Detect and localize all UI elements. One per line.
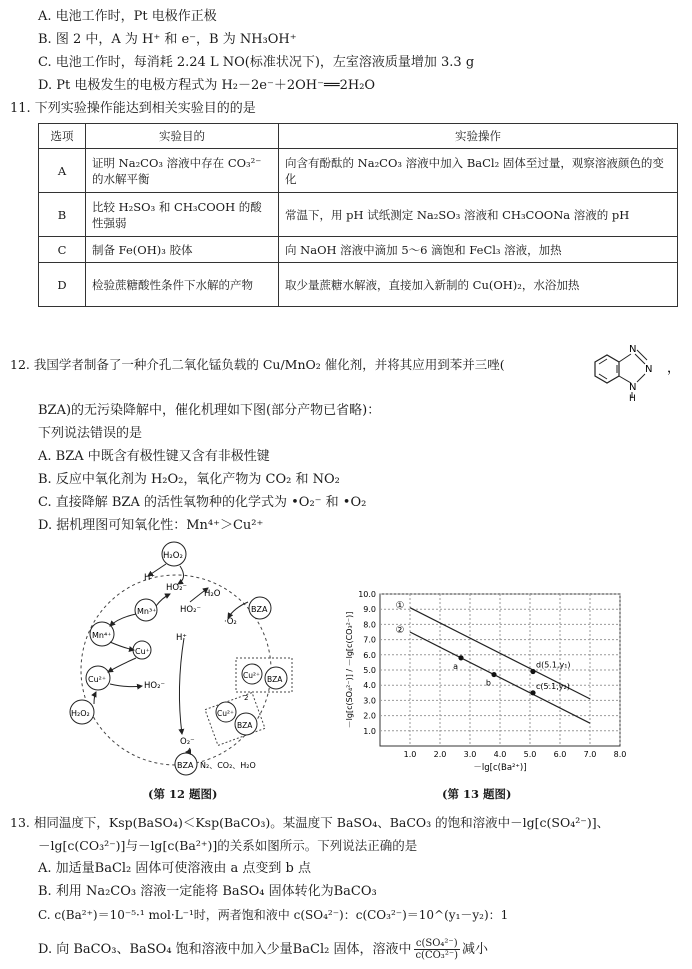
x-tick-label: 6.0 xyxy=(553,750,567,759)
series-label: ① xyxy=(395,600,405,612)
q13-option-d-post: 减小 xyxy=(462,941,489,957)
header-option: 选项 xyxy=(39,124,86,149)
row-operation: 常温下，用 pH 试纸测定 Na₂SO₃ 溶液和 CH₃COONa 溶液的 pH xyxy=(279,193,678,237)
mech-hplus-2: H⁺ xyxy=(176,633,187,643)
q12-option-d: D. 据机理图可知氧化性：Mn⁴⁺＞Cu²⁺ xyxy=(38,518,264,533)
mech-products: N₂、CO₂、H₂O xyxy=(200,761,256,770)
mech-bza-box1: BZA xyxy=(267,675,283,684)
y-tick-label: 7.0 xyxy=(363,635,376,645)
struct-n2: N xyxy=(645,364,653,375)
mech-ho2-3: HO₂⁻ xyxy=(144,681,165,691)
q10-option-a: A. 电池工作时，Pt 电极作正极 xyxy=(38,9,217,24)
y-tick-label: 6.0 xyxy=(363,650,376,660)
point-label: d(5.1,y₁) xyxy=(536,660,571,670)
mechanism-diagram xyxy=(58,538,320,784)
series-line xyxy=(410,632,590,723)
row-goal: 检验蔗糖酸性条件下水解的产物 xyxy=(86,263,279,307)
q13-option-c: C. c(Ba²⁺)＝10⁻⁵·¹ mol·L⁻¹时，两者饱和液中 c(SO₄²⁻)：c(CO₃²⁻)＝10^(y₁－y₂)：1 xyxy=(38,908,509,922)
mech-cu2-box1: Cu²⁺ xyxy=(243,671,260,680)
header-goal: 实验目的 xyxy=(86,124,279,149)
row-option: B xyxy=(39,193,86,237)
y-tick-label: 5.0 xyxy=(363,666,376,675)
q13-stem-line2: －lg[c(CO₃²⁻)]与－lg[c(Ba²⁺)]的关系如图所示。下列说法正确的是 xyxy=(38,838,418,853)
y-tick-label: 1.0 xyxy=(363,726,376,736)
fraction-numerator: c(SO₄²⁻) xyxy=(415,938,458,949)
mech-h2o: H₂O xyxy=(204,589,221,599)
row-goal: 制备 Fe(OH)₃ 胶体 xyxy=(86,237,279,263)
data-point xyxy=(530,690,535,695)
mech-mn4: Mn⁴⁺ xyxy=(92,631,112,640)
mech-o2-radical: ·O₂ xyxy=(224,617,237,627)
mech-h2o2-left: H₂O₂ xyxy=(71,709,90,718)
q13-option-d xyxy=(38,938,488,961)
mech-o2-minus: O₂⁻ xyxy=(180,737,195,747)
bza-structure xyxy=(583,330,683,402)
mech-ho2-2: HO₂⁻ xyxy=(180,605,201,615)
data-point xyxy=(491,672,496,677)
mech-cu2-box2: Cu²⁺ xyxy=(217,709,234,718)
struct-trailing-comma: ， xyxy=(667,361,681,376)
row-goal: 比较 H₂SO₃ 和 CH₃COOH 的酸性强弱 xyxy=(86,193,279,237)
q13-option-a: A. 加适量BaCl₂ 固体可使溶液由 a 点变到 b 点 xyxy=(38,861,312,876)
row-option: A xyxy=(39,149,86,193)
fig12-caption: (第 12 题图) xyxy=(148,787,218,801)
q12-stem-line1: 12. 我国学者制备了一种介孔二氧化锰负载的 Cu/MnO₂ 催化剂，并将其应用到苯并三唑( xyxy=(10,357,505,372)
point-label: a xyxy=(453,661,458,671)
mech-cu2-left: Cu²⁺ xyxy=(88,675,107,684)
mech-hplus-1: H⁺ xyxy=(144,573,155,583)
mech-bza-box2: BZA xyxy=(237,721,253,730)
y-tick-label: 4.0 xyxy=(363,681,376,691)
chart-points xyxy=(453,655,570,695)
y-tick-label: 3.0 xyxy=(363,696,376,706)
q13-option-d-fraction xyxy=(413,938,460,961)
table-row xyxy=(39,263,678,307)
fraction-denominator: c(CO₃²⁻) xyxy=(415,950,459,961)
y-tick-label: 8.0 xyxy=(363,620,376,630)
chart-xlabel: －lg[c(Ba²⁺)] xyxy=(473,763,527,773)
x-tick-label: 2.0 xyxy=(433,750,447,759)
row-option: D xyxy=(39,263,86,307)
chart-grid xyxy=(380,594,620,746)
q11-stem: 11. 下列实验操作能达到相关实验目的的是 xyxy=(10,101,256,116)
mech-two: 2 xyxy=(244,694,249,702)
row-option: C xyxy=(39,237,86,263)
struct-n3: N xyxy=(629,382,637,393)
mech-bza-right: BZA xyxy=(251,605,268,614)
mech-ho2-1: HO₂⁻ xyxy=(166,583,187,593)
q11-table xyxy=(38,123,678,307)
row-operation: 取少量蔗糖水解液，直接加入新制的 Cu(OH)₂，水浴加热 xyxy=(279,263,678,307)
q10-option-b: B. 图 2 中，A 为 H⁺ 和 e⁻，B 为 NH₃OH⁺ xyxy=(38,32,297,47)
struct-h: H xyxy=(629,394,636,402)
chart-ylabel: －lg[c(SO₄²⁻)] / －lg[c(CO₃²⁻)] xyxy=(345,611,354,729)
data-point xyxy=(458,655,463,660)
mech-cu-plus: Cu⁺ xyxy=(135,647,150,656)
x-tick-label: 1.0 xyxy=(403,750,417,759)
point-label: b xyxy=(485,678,491,688)
mech-bza-bottom: BZA xyxy=(177,761,194,770)
table-row xyxy=(39,149,678,193)
series-label: ② xyxy=(395,625,405,636)
y-tick-label: 10.0 xyxy=(358,590,376,599)
x-tick-label: 5.0 xyxy=(523,750,537,759)
y-tick-label: 2.0 xyxy=(363,711,376,721)
x-tick-label: 7.0 xyxy=(583,750,597,759)
row-operation: 向含有酚酞的 Na₂CO₃ 溶液中加入 BaCl₂ 固体至过量，观察溶液颜色的变化 xyxy=(279,149,678,193)
fig13-caption: (第 13 题图) xyxy=(442,787,512,801)
struct-n1: N xyxy=(629,344,637,355)
q12-stem-line2: BZA)的无污染降解中，催化机理如下图(部分产物已省略)： xyxy=(38,403,381,418)
q13-option-b: B. 利用 Na₂CO₃ 溶液一定能将 BaSO₄ 固体转化为BaCO₃ xyxy=(38,884,377,899)
q12-stem-line3: 下列说法错误的是 xyxy=(38,426,143,441)
row-goal: 证明 Na₂CO₃ 溶液中存在 CO₃²⁻ 的水解平衡 xyxy=(86,149,279,193)
q10-option-d: D. Pt 电极发生的电极方程式为 H₂－2e⁻＋2OH⁻══2H₂O xyxy=(38,78,376,93)
table-row xyxy=(39,193,678,237)
row-operation: 向 NaOH 溶液中滴加 5～6 滴饱和 FeCl₃ 溶液，加热 xyxy=(279,237,678,263)
q13-option-d-pre: D. 向 BaCO₃、BaSO₄ 饱和溶液中加入少量BaCl₂ 固体，溶液中 xyxy=(38,941,412,957)
q12-option-a: A. BZA 中既含有极性键又含有非极性键 xyxy=(38,449,270,464)
mech-h2o2-top: H₂O₂ xyxy=(163,551,183,561)
data-point xyxy=(530,669,535,674)
mech-mn3: Mn³⁺ xyxy=(137,607,157,616)
header-operation: 实验操作 xyxy=(279,124,678,149)
x-tick-label: 4.0 xyxy=(493,750,507,759)
point-label: c(5.1,y₂) xyxy=(536,681,570,691)
y-tick-label: 9.0 xyxy=(363,605,376,615)
x-tick-label: 8.0 xyxy=(613,750,627,759)
x-tick-label: 3.0 xyxy=(463,750,477,759)
table-header-row xyxy=(39,124,678,149)
q12-option-b: B. 反应中氧化剂为 H₂O₂，氧化产物为 CO₂ 和 NO₂ xyxy=(38,472,340,487)
q13-chart xyxy=(340,582,640,782)
q12-option-c: C. 直接降解 BZA 的活性氧物种的化学式为 •O₂⁻ 和 •O₂ xyxy=(38,495,367,510)
q10-option-c: C. 电池工作时，每消耗 2.24 L NO(标准状况下)，左室溶液质量增加 3.3 g xyxy=(38,55,475,70)
q13-stem-line1: 13. 相同温度下，Ksp(BaSO₄)＜Ksp(BaCO₃)。某温度下 BaSO₄、BaCO₃ 的饱和溶液中－lg[c(SO₄²⁻)]、 xyxy=(10,815,610,830)
table-row xyxy=(39,237,678,263)
